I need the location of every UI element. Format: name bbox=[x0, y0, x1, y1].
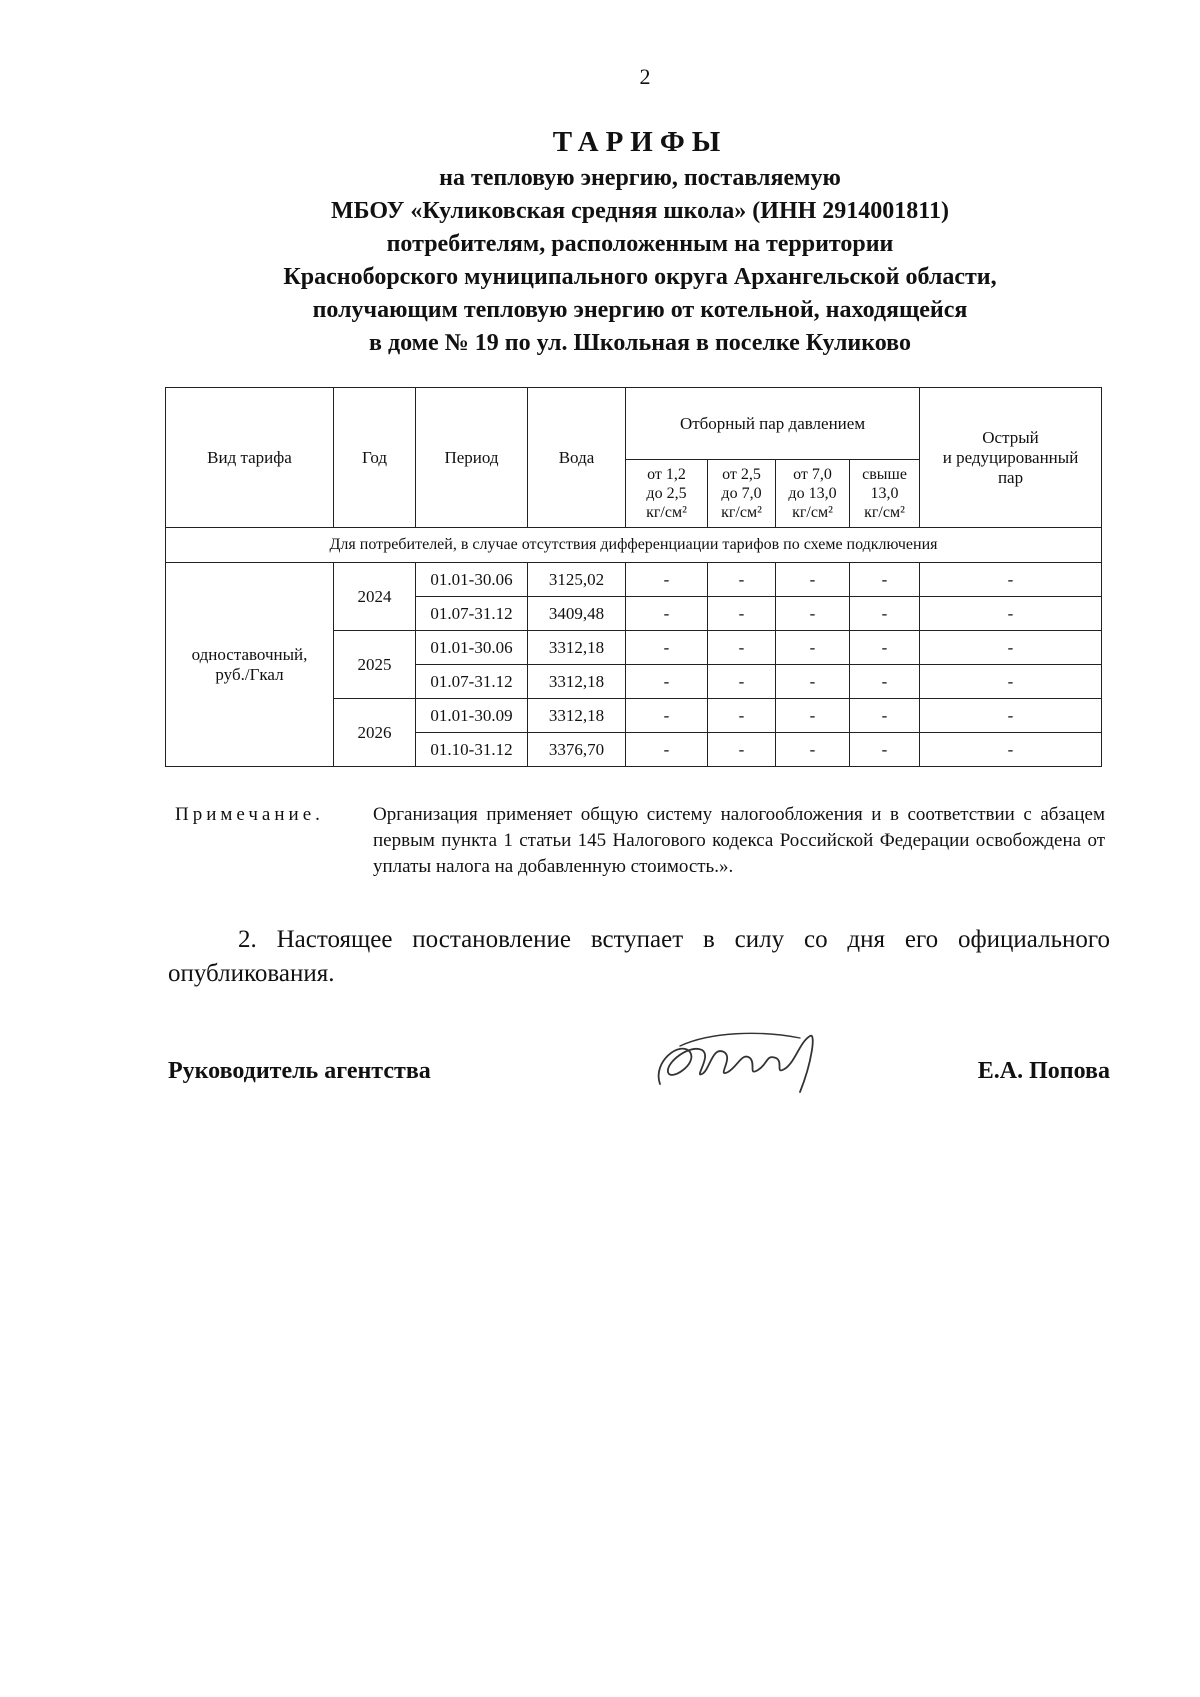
title-line: на тепловую энергию, поставляемую bbox=[439, 165, 841, 191]
header-steam-3 bbox=[776, 460, 850, 528]
note-text: Организация применяет общую систему налогообложения и в соответствии с абзацем первым пункта 1 статьи 145 Налогового кодекса Российской Федерации освобождена от уплаты налога на добавленную стоимость.». bbox=[373, 804, 1105, 877]
steam-cell: - bbox=[626, 733, 708, 767]
steam-cell: - bbox=[850, 631, 920, 665]
table-row bbox=[166, 563, 1102, 597]
steam-cell: - bbox=[850, 665, 920, 699]
year-cell: 2026 bbox=[334, 699, 416, 767]
period-cell: 01.10-31.12 bbox=[416, 733, 528, 767]
sharp-steam-cell: - bbox=[920, 665, 1102, 699]
water-cell: 3312,18 bbox=[528, 631, 626, 665]
effective-date-paragraph: 2. Настоящее постановление вступает в силу со дня его официального опубликования. bbox=[168, 926, 1110, 987]
water-cell: 3409,48 bbox=[528, 597, 626, 631]
header-sharp-line: Острый bbox=[982, 427, 1039, 447]
steam-cell: - bbox=[850, 733, 920, 767]
steam-cell: - bbox=[626, 597, 708, 631]
header-sharp-line: пар bbox=[997, 467, 1024, 487]
steam-cell: - bbox=[850, 699, 920, 733]
sharp-steam-cell: - bbox=[920, 597, 1102, 631]
sharp-steam-cell: - bbox=[920, 631, 1102, 665]
water-cell: 3376,70 bbox=[528, 733, 626, 767]
header-steam-2-line: до 7,0 bbox=[721, 485, 762, 502]
header-steam-2-line: от 2,5 bbox=[722, 466, 761, 483]
tariffs-table bbox=[165, 387, 1102, 767]
water-cell: 3125,02 bbox=[528, 563, 626, 597]
header-water: Вода bbox=[528, 388, 626, 528]
header-tariff-type: Вид тарифа bbox=[166, 388, 334, 528]
steam-cell: - bbox=[708, 631, 776, 665]
table-subheader: Для потребителей, в случае отсутствия дифференциации тарифов по схеме подключения bbox=[166, 528, 1102, 563]
title-main: ТАРИФЫ bbox=[552, 126, 728, 158]
year-cell: 2024 bbox=[334, 563, 416, 631]
period-cell: 01.07-31.12 bbox=[416, 597, 528, 631]
steam-cell: - bbox=[708, 597, 776, 631]
water-cell: 3312,18 bbox=[528, 699, 626, 733]
title-line: Красноборского муниципального округа Архангельской области, bbox=[283, 264, 997, 290]
header-sharp-line: и редуцированный bbox=[942, 447, 1079, 467]
steam-cell: - bbox=[776, 665, 850, 699]
header-steam-1 bbox=[626, 460, 708, 528]
title-line: потребителям, расположенным на территории bbox=[386, 231, 894, 257]
header-steam-3-line: от 7,0 bbox=[793, 466, 832, 483]
header-sharp-steam bbox=[920, 388, 1102, 528]
header-year: Год bbox=[334, 388, 416, 528]
steam-cell: - bbox=[708, 563, 776, 597]
steam-cell: - bbox=[776, 597, 850, 631]
header-steam-4-line: свыше bbox=[862, 466, 907, 483]
header-steam-1-line: кг/см² bbox=[646, 504, 687, 521]
header-steam-2-line: кг/см² bbox=[721, 504, 762, 521]
handwritten-signature bbox=[650, 1022, 840, 1102]
steam-cell: - bbox=[776, 631, 850, 665]
period-cell: 01.01-30.06 bbox=[416, 563, 528, 597]
header-steam-3-line: до 13,0 bbox=[788, 485, 837, 502]
page-number: 2 bbox=[639, 64, 651, 89]
title-line: МБОУ «Куликовская средняя школа» (ИНН 2914001811) bbox=[331, 198, 949, 224]
header-steam-1-line: до 2,5 bbox=[646, 485, 687, 502]
signatory-name: Е.А. Попова bbox=[977, 1058, 1110, 1084]
water-cell: 3312,18 bbox=[528, 665, 626, 699]
header-steam-1-line: от 1,2 bbox=[647, 466, 686, 483]
title-line: в доме № 19 по ул. Школьная в поселке Куликово bbox=[369, 330, 911, 356]
steam-cell: - bbox=[626, 563, 708, 597]
steam-cell: - bbox=[626, 699, 708, 733]
header-steam-group: Отборный пар давлением bbox=[626, 388, 920, 460]
steam-cell: - bbox=[626, 665, 708, 699]
sharp-steam-cell: - bbox=[920, 733, 1102, 767]
steam-cell: - bbox=[776, 733, 850, 767]
note-label: Примечание. bbox=[175, 804, 324, 825]
header-period: Период bbox=[416, 388, 528, 528]
steam-cell: - bbox=[708, 665, 776, 699]
steam-cell: - bbox=[776, 699, 850, 733]
signatory-position: Руководитель агентства bbox=[168, 1058, 431, 1084]
sharp-steam-cell: - bbox=[920, 563, 1102, 597]
period-cell: 01.01-30.06 bbox=[416, 631, 528, 665]
header-steam-4-line: 13,0 bbox=[870, 485, 899, 502]
title-line: получающим тепловую энергию от котельной, находящейся bbox=[312, 297, 968, 323]
tariff-type-line: руб./Гкал bbox=[215, 664, 284, 684]
tariff-type-line: одноставочный, bbox=[191, 644, 308, 664]
header-steam-4-line: кг/см² bbox=[864, 504, 905, 521]
document-title bbox=[150, 122, 1130, 360]
steam-cell: - bbox=[708, 699, 776, 733]
steam-cell: - bbox=[626, 631, 708, 665]
tariff-type-cell bbox=[166, 563, 334, 767]
year-cell: 2025 bbox=[334, 631, 416, 699]
steam-cell: - bbox=[776, 563, 850, 597]
header-steam-2 bbox=[708, 460, 776, 528]
period-cell: 01.07-31.12 bbox=[416, 665, 528, 699]
header-steam-4 bbox=[850, 460, 920, 528]
steam-cell: - bbox=[850, 563, 920, 597]
period-cell: 01.01-30.09 bbox=[416, 699, 528, 733]
sharp-steam-cell: - bbox=[920, 699, 1102, 733]
steam-cell: - bbox=[708, 733, 776, 767]
steam-cell: - bbox=[850, 597, 920, 631]
note-block bbox=[175, 802, 1105, 880]
header-steam-3-line: кг/см² bbox=[792, 504, 833, 521]
